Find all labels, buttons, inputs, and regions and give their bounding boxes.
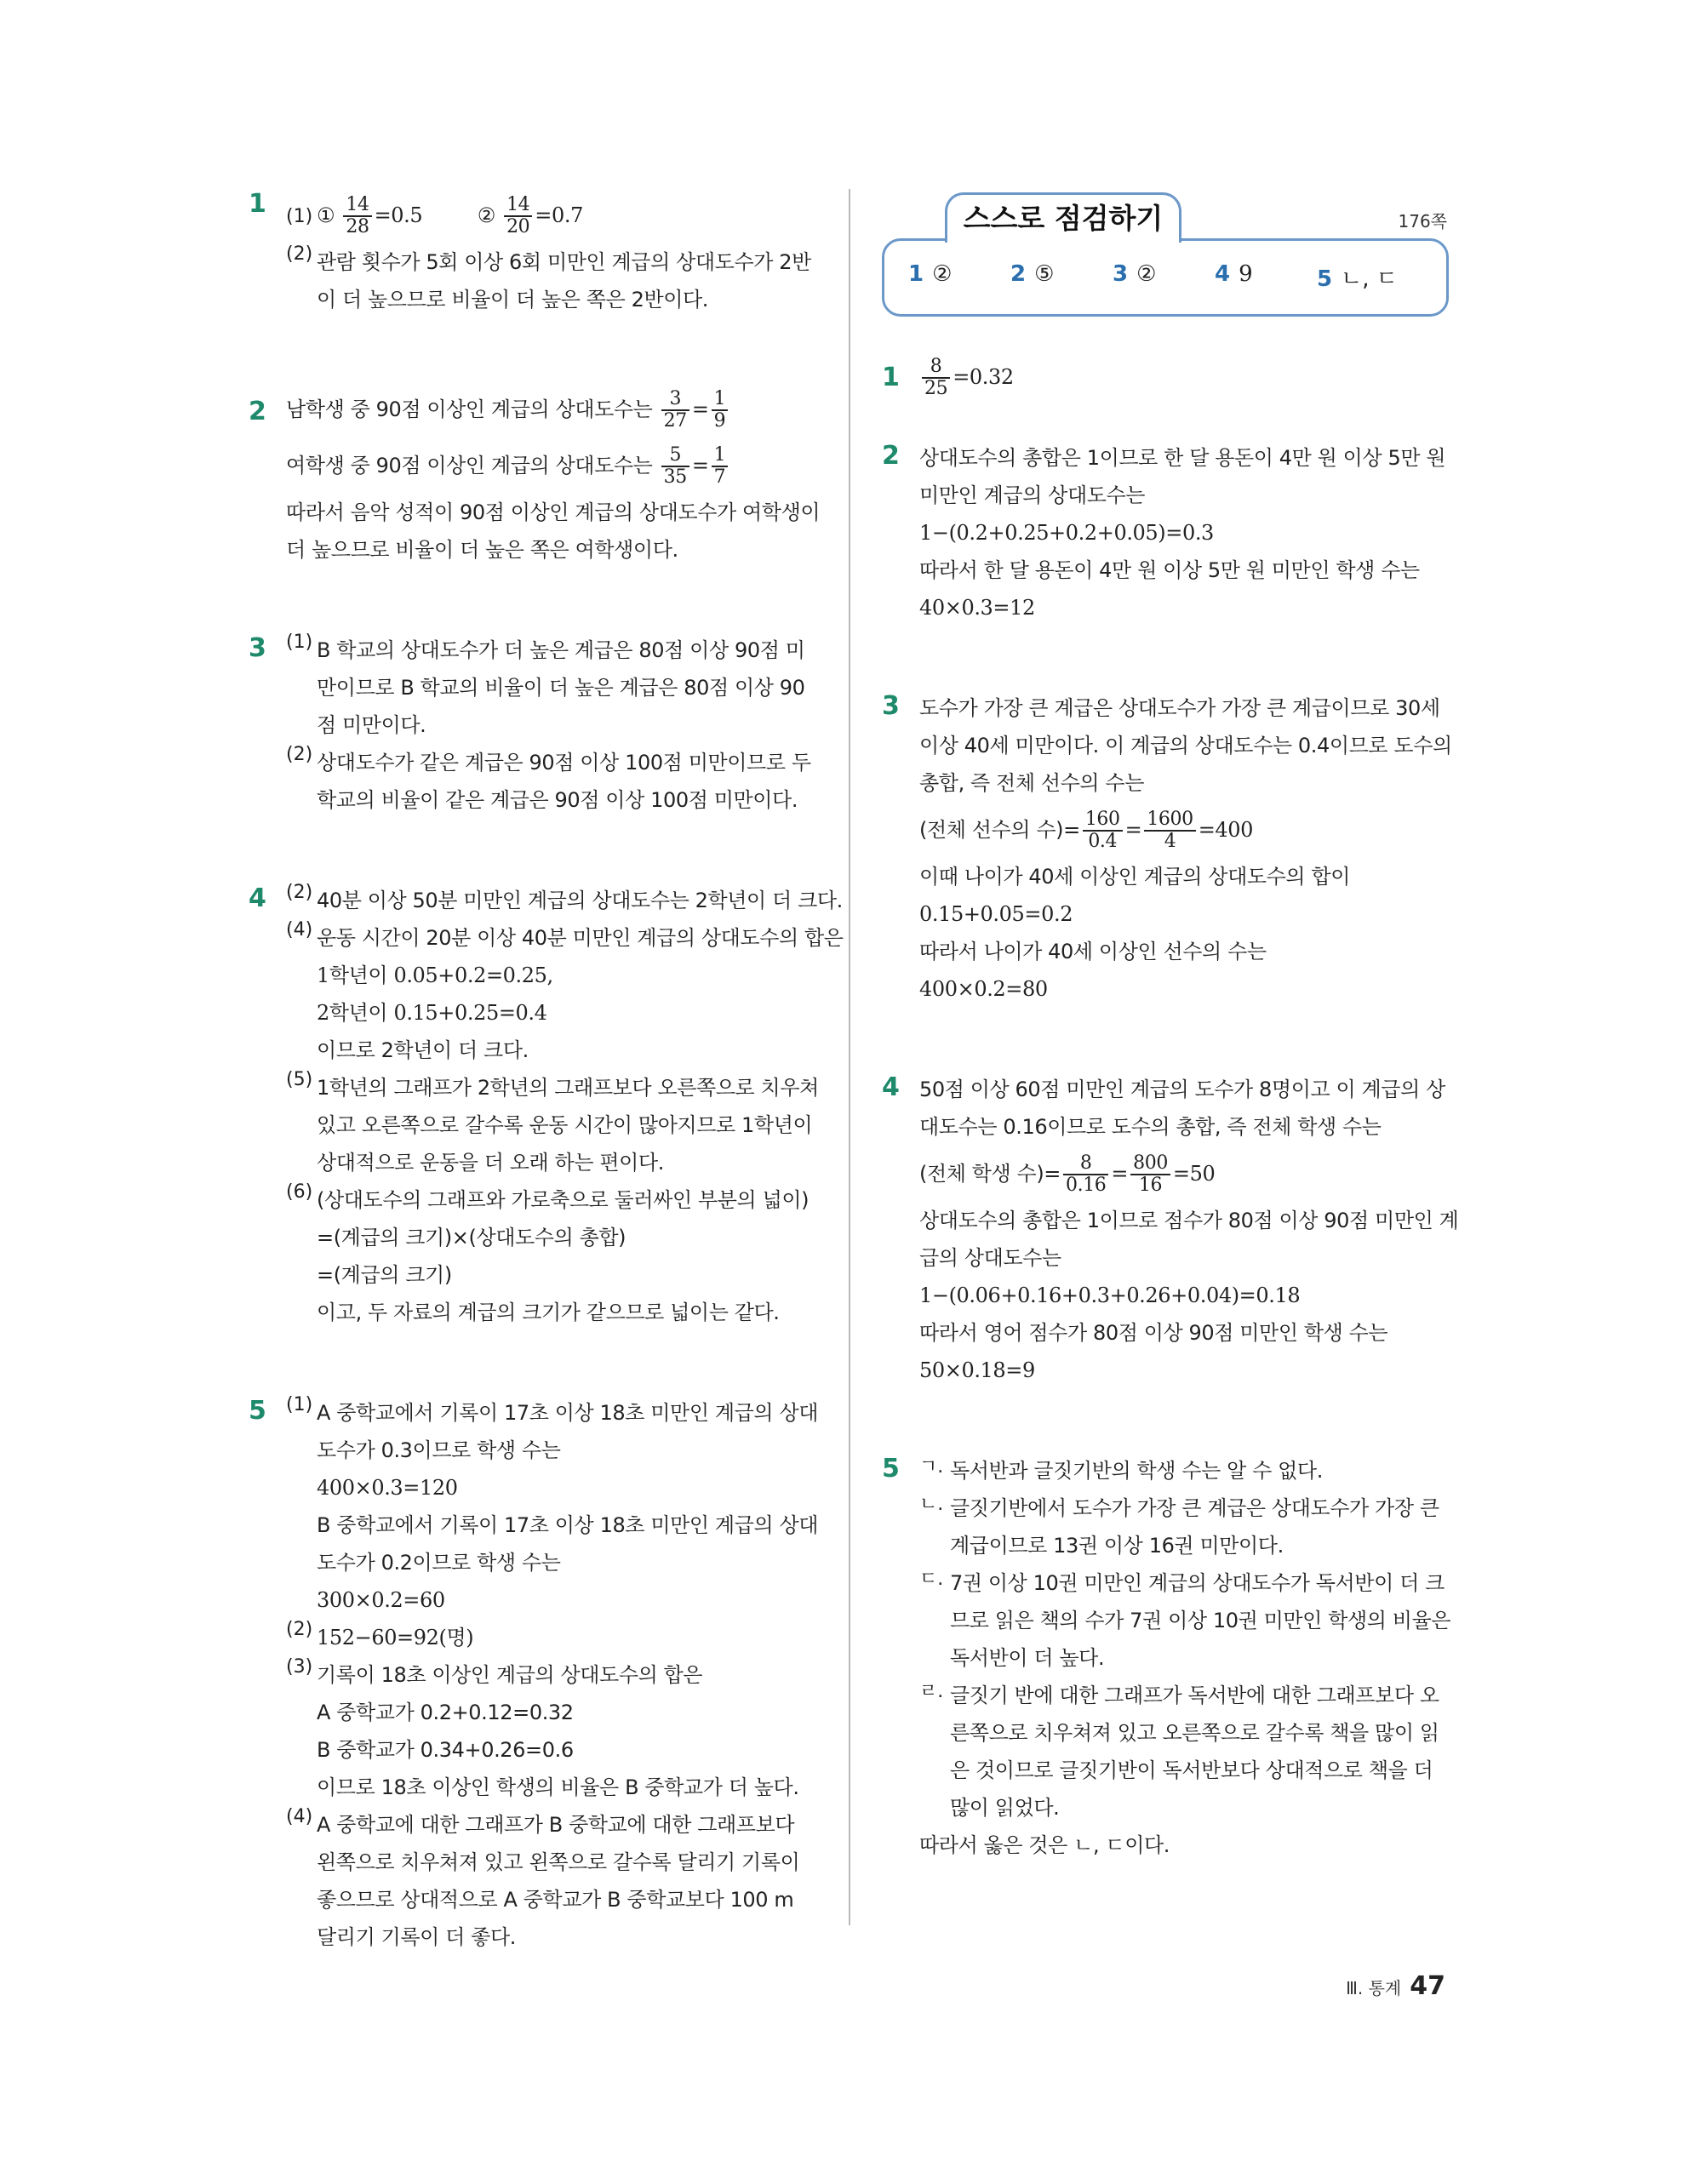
- fraction-line: [919, 1146, 1461, 1202]
- problem-number: 4: [882, 1072, 900, 1102]
- text: 여학생 중 90점 이상인 계급의 상대도수는: [286, 454, 653, 477]
- text-line: 많이 읽었다.: [950, 1796, 1060, 1820]
- answer-item: 5 ㄴ, ㄷ: [1317, 266, 1398, 292]
- text-line: 따라서 영어 점수가 80점 이상 90점 미만인 학생 수는: [919, 1321, 1388, 1345]
- right-column: [882, 187, 1461, 1927]
- problem-number: 2: [882, 441, 900, 471]
- text-line: 7권 이상 10권 미만인 계급의 상대도수가 독서반이 더 크: [950, 1571, 1445, 1595]
- text-line: 독서반과 글짓기반의 학생 수는 알 수 없다.: [950, 1459, 1323, 1483]
- sub-label: (2): [286, 882, 313, 903]
- self-check-title: 스스로 점검하기: [945, 192, 1181, 243]
- equals: =: [1124, 818, 1142, 842]
- text-line: 따라서 나이가 40세 이상인 선수의 수는: [919, 940, 1267, 963]
- problem-number: 3: [882, 691, 900, 721]
- text-line: 므로 읽은 책의 수가 7권 이상 10권 미만인 학생의 비율은: [950, 1609, 1451, 1632]
- result: =0.32: [953, 365, 1014, 389]
- subproblem-2: [286, 1619, 827, 1656]
- answer-item: 4 9: [1215, 261, 1253, 287]
- text-line: 대도수는 0.16이므로 도수의 총합, 즉 전체 학생 수는: [919, 1115, 1382, 1139]
- left-problem-4: [249, 882, 844, 1331]
- sub-label: (4): [286, 919, 313, 940]
- text-line: 왼쪽으로 치우쳐져 있고 왼쪽으로 갈수록 달리기 기록이: [317, 1850, 800, 1874]
- subproblem-2: [286, 882, 843, 919]
- text-line: A 중학교가 0.2+0.12=0.32: [317, 1701, 574, 1724]
- sub-label: (1): [286, 632, 313, 653]
- item-label: ㄱ.: [919, 1456, 944, 1478]
- sub-label: (1): [286, 206, 313, 227]
- fraction-line: [919, 349, 1461, 405]
- text-line: 40분 이상 50분 미만인 계급의 상대도수는 2학년이 더 크다.: [317, 889, 843, 912]
- text-line: 40×0.3=12: [919, 596, 1035, 620]
- text-line: 50점 이상 60점 미만인 계급의 도수가 8명이고 이 계급의 상: [919, 1078, 1445, 1101]
- column-divider: [849, 189, 850, 1925]
- text-line: 300×0.2=60: [317, 1588, 445, 1612]
- page-reference: 176쪽: [1398, 211, 1447, 232]
- fraction: $\frac{1600}{4}$: [1144, 809, 1195, 852]
- text-line: 더 높으므로 비율이 더 높은 쪽은 여학생이다.: [286, 538, 678, 562]
- fraction: $\frac{800}{16}$: [1130, 1153, 1170, 1196]
- result: =50: [1172, 1162, 1216, 1186]
- fraction: $\frac{5}{35}$: [661, 445, 689, 488]
- text-line: 이상 40세 미만이다. 이 계급의 상대도수는 0.4이므로 도수의: [919, 734, 1452, 758]
- item-label: ㄹ.: [919, 1681, 944, 1702]
- page-footer: [1346, 1971, 1445, 2001]
- fraction: $\frac{160}{0.4}$: [1083, 809, 1123, 852]
- text-line: =(계급의 크기)×(상대도수의 총합): [317, 1226, 626, 1249]
- left-problem-2: [249, 381, 827, 569]
- text-line: 은 것이므로 글짓기반이 독서반보다 상대적으로 책을 더: [950, 1758, 1433, 1782]
- text-line: B 중학교가 0.34+0.26=0.6: [317, 1738, 574, 1762]
- fraction: $\frac{3}{27}$: [661, 389, 689, 432]
- subproblem-4: [286, 919, 844, 1069]
- text-line: 2학년이 0.15+0.25=0.4: [317, 1001, 547, 1025]
- text-line: 1−(0.06+0.16+0.3+0.26+0.04)=0.18: [919, 1284, 1301, 1307]
- problem-number: 1: [882, 363, 900, 392]
- left-problem-3: [249, 632, 827, 819]
- sub-label: (1): [286, 1394, 313, 1415]
- text-line: 미만인 계급의 상대도수는: [919, 483, 1146, 507]
- text-line: 상대도수의 총합은 1이므로 점수가 80점 이상 90점 미만인 계: [919, 1209, 1459, 1232]
- answer-box: [882, 238, 1449, 317]
- text-line: 독서반이 더 높다.: [950, 1646, 1105, 1670]
- item-c: [919, 1564, 1461, 1677]
- sub-label: (2): [286, 744, 313, 765]
- sub-label: (6): [286, 1181, 313, 1203]
- text-line: 0.15+0.05=0.2: [919, 902, 1073, 926]
- equals: =: [691, 397, 709, 421]
- subproblem-1: [286, 632, 827, 744]
- sub-label: (2): [286, 1619, 313, 1640]
- text-line: 계급이므로 13권 이상 16권 미만이다.: [950, 1534, 1284, 1558]
- text-line: 점 미만이다.: [317, 713, 426, 737]
- text-line: =(계급의 크기): [317, 1263, 452, 1287]
- text-line: 50×0.18=9: [919, 1358, 1035, 1382]
- text-line: 달리기 기록이 더 좋다.: [317, 1925, 516, 1949]
- subproblem-2: [286, 744, 827, 819]
- text-line: 글짓기 반에 대한 그래프가 독서반에 대한 그래프보다 오: [950, 1684, 1439, 1707]
- sub-label: (3): [286, 1656, 313, 1678]
- subproblem-6: [286, 1181, 827, 1331]
- text-line: 기록이 18초 이상인 계급의 상대도수의 합은: [317, 1663, 703, 1687]
- text-line: 도수가 0.2이므로 학생 수는: [317, 1551, 561, 1575]
- fraction: $\frac{1}{7}$: [712, 445, 729, 488]
- text-line: 1−(0.2+0.25+0.2+0.05)=0.3: [919, 521, 1214, 545]
- text-line: 만이므로 B 학교의 비율이 더 높은 계급은 80점 이상 90: [317, 676, 805, 700]
- text-line: 상대적으로 운동을 더 오래 하는 편이다.: [317, 1151, 664, 1175]
- answer-item: 1 ②: [908, 261, 953, 287]
- subproblem-1: [286, 187, 827, 243]
- text-line: 400×0.3=120: [317, 1476, 458, 1500]
- fraction-line: [286, 381, 827, 437]
- text-line: 1학년이 0.05+0.2=0.25,: [317, 963, 553, 987]
- sub-label: (5): [286, 1069, 313, 1090]
- text-line: 따라서 음악 성적이 90점 이상인 계급의 상대도수가 여학생이: [286, 500, 821, 524]
- fraction-line: [286, 437, 827, 494]
- left-column: [249, 187, 844, 2019]
- conclusion: 따라서 옳은 것은 ㄴ, ㄷ이다.: [919, 1833, 1170, 1857]
- page-number: 47: [1410, 1971, 1445, 2001]
- text-line: 총합, 즉 전체 선수의 수는: [919, 771, 1144, 795]
- right-problem-1: [882, 349, 1461, 405]
- right-problem-5: [882, 1452, 1461, 1864]
- fraction-line: [919, 802, 1461, 858]
- subproblem-5: [286, 1069, 827, 1181]
- text-line: 이고, 두 자료의 계급의 크기가 같으므로 넓이는 같다.: [317, 1301, 780, 1324]
- text: (전체 학생 수)=: [919, 1162, 1061, 1186]
- problem-number: 2: [249, 397, 266, 426]
- fraction: $\frac{14}{20}$: [504, 195, 532, 237]
- answer-item: 2 ⑤: [1010, 261, 1055, 287]
- fraction: $\frac{8}{25}$: [922, 357, 950, 399]
- subproblem-1: [286, 1394, 827, 1619]
- text-line: 152−60=92(명): [317, 1626, 474, 1649]
- equals: =: [691, 454, 709, 477]
- text-line: 좋으므로 상대적으로 A 중학교가 B 중학교보다 100 m: [317, 1888, 794, 1912]
- sub-label: (4): [286, 1806, 313, 1827]
- text-line: A 중학교에 대한 그래프가 B 중학교에 대한 그래프보다: [317, 1813, 795, 1837]
- text-line: 상대도수의 총합은 1이므로 한 달 용돈이 4만 원 이상 5만 원: [919, 446, 1446, 470]
- text-line: 400×0.2=80: [919, 977, 1048, 1001]
- item-label: ㄷ.: [919, 1569, 944, 1590]
- answer-item: 3 ②: [1113, 261, 1157, 287]
- result: =0.5: [374, 203, 423, 227]
- self-check-box: [882, 187, 1461, 315]
- item-b: [919, 1489, 1461, 1564]
- problem-number: 5: [882, 1454, 900, 1484]
- item-label: ㄴ.: [919, 1494, 944, 1515]
- text-line: (상대도수의 그래프와 가로축으로 둘러싸인 부분의 넓이): [317, 1188, 810, 1212]
- item-d: [919, 1677, 1461, 1827]
- text-line: 른쪽으로 치우쳐져 있고 오른쪽으로 갈수록 책을 많이 읽: [950, 1721, 1439, 1745]
- text: 남학생 중 90점 이상인 계급의 상대도수는: [286, 397, 653, 421]
- item-a: [919, 1452, 1461, 1489]
- text-line: 이 더 높으므로 비율이 더 높은 쪽은 2반이다.: [317, 288, 709, 312]
- equals: =: [1111, 1162, 1129, 1186]
- left-problem-1: [249, 187, 827, 318]
- circled-2: ②: [477, 203, 495, 227]
- text-line: 상대도수가 같은 계급은 90점 이상 100점 미만이므로 두: [317, 751, 811, 775]
- problem-number: 4: [249, 883, 266, 913]
- subproblem-3: [286, 1656, 827, 1806]
- text-line: 글짓기반에서 도수가 가장 큰 계급은 상대도수가 가장 큰: [950, 1496, 1439, 1520]
- problem-number: 1: [249, 189, 266, 219]
- result: =0.7: [535, 203, 583, 227]
- problem-number: 3: [249, 633, 266, 663]
- subproblem-4: [286, 1806, 827, 1956]
- text-line: B 학교의 상대도수가 더 높은 계급은 80점 이상 90점 미: [317, 638, 805, 662]
- section-label: Ⅲ. 통계: [1346, 1978, 1402, 1998]
- fraction: $\frac{14}{28}$: [343, 195, 371, 237]
- text-line: 운동 시간이 20분 이상 40분 미만인 계급의 상대도수의 합은: [317, 926, 844, 950]
- problem-number: 5: [249, 1396, 266, 1426]
- right-problem-2: [882, 439, 1461, 626]
- text-line: 이므로 2학년이 더 크다.: [317, 1038, 529, 1062]
- text-line: A 중학교에서 기록이 17초 이상 18초 미만인 계급의 상대: [317, 1401, 819, 1425]
- text: (전체 선수의 수)=: [919, 818, 1080, 842]
- sub-label: (2): [286, 243, 313, 265]
- subproblem-2: [286, 243, 827, 318]
- text-line: 도수가 가장 큰 계급은 상대도수가 가장 큰 계급이므로 30세: [919, 696, 1440, 720]
- result: =400: [1198, 818, 1254, 842]
- fraction-line: [317, 187, 827, 243]
- right-problem-3: [882, 689, 1461, 1008]
- text-line: 도수가 0.3이므로 학생 수는: [317, 1438, 561, 1462]
- text-line: 학교의 비율이 같은 계급은 90점 이상 100점 미만이다.: [317, 788, 798, 812]
- text-line: 관람 횟수가 5회 이상 6회 미만인 계급의 상대도수가 2반: [317, 250, 811, 274]
- text-line: B 중학교에서 기록이 17초 이상 18초 미만인 계급의 상대: [317, 1513, 819, 1537]
- text-line: 이므로 18초 이상인 학생의 비율은 B 중학교가 더 높다.: [317, 1775, 799, 1799]
- right-problem-4: [882, 1071, 1461, 1389]
- text-line: 1학년의 그래프가 2학년의 그래프보다 오른쪽으로 치우쳐: [317, 1076, 819, 1100]
- text-line: 급의 상대도수는: [919, 1246, 1061, 1270]
- text-line: 있고 오른쪽으로 갈수록 운동 시간이 많아지므로 1학년이: [317, 1113, 813, 1137]
- text-line: 따라서 한 달 용돈이 4만 원 이상 5만 원 미만인 학생 수는: [919, 558, 1420, 582]
- text-line: 이때 나이가 40세 이상인 계급의 상대도수의 합이: [919, 865, 1351, 889]
- circled-1: ①: [317, 203, 335, 227]
- fraction: $\frac{8}{0.16}$: [1063, 1153, 1108, 1196]
- fraction: $\frac{1}{9}$: [712, 389, 729, 432]
- left-problem-5: [249, 1394, 827, 1956]
